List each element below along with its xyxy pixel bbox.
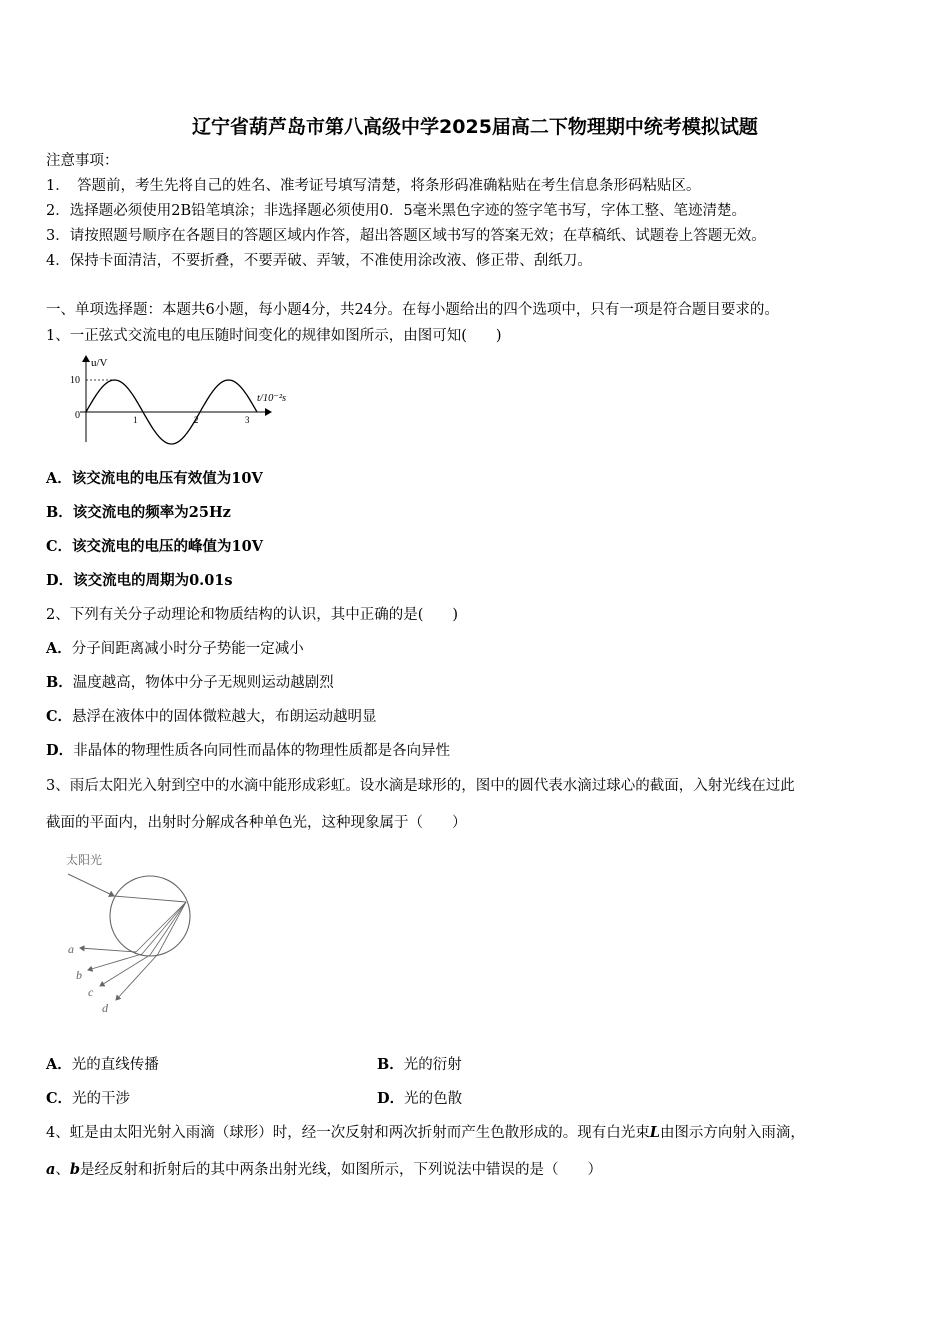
q2-option-a-letter: A． xyxy=(46,640,72,657)
q1-voltage-graph xyxy=(66,352,296,452)
q3-option-a-text: 光的直线传播 xyxy=(71,1057,159,1073)
page-title: 辽宁省葫芦岛市第八高级中学2025届高二下物理期中统考模拟试题 xyxy=(192,116,758,138)
q3-option-b-letter: B． xyxy=(377,1056,404,1073)
section-heading: 一、单项选择题：本题共6小题，每小题4分，共24分。在每小题给出的四个选项中，只有一项是符合题目要求的。 xyxy=(46,302,779,318)
q3-ray-label-d: d xyxy=(102,1001,108,1015)
q3-option-d[interactable] xyxy=(377,1089,462,1109)
q2-option-d-text: 非晶体的物理性质各向同性而晶体的物理性质都是各向异性 xyxy=(73,743,451,759)
q4-var-a: a xyxy=(46,1161,56,1178)
q3-inner-ray-3 xyxy=(150,902,186,955)
q3-refracted-ray xyxy=(114,896,186,902)
q3-option-c-text: 光的干涉 xyxy=(72,1091,131,1107)
q3-incident-ray xyxy=(68,874,114,896)
q4-line2-text: 是经反射和折射后的其中两条出射光线，如图所示，下列说法中错误的是（ ） xyxy=(80,1162,603,1178)
q1-stem: 1、一正弦式交流电的电压随时间变化的规律如图所示，由图可知( ) xyxy=(46,328,502,344)
notice-heading: 注意事项： xyxy=(46,153,119,169)
q1-origin-label: 0 xyxy=(75,410,80,421)
q3-option-a[interactable] xyxy=(46,1055,159,1075)
q4-line1-text-2: 由图示方向射入雨滴， xyxy=(659,1125,805,1141)
q4-var-L: L xyxy=(649,1124,660,1141)
q2-option-a[interactable] xyxy=(46,639,304,659)
q2-option-b[interactable] xyxy=(46,673,334,693)
q1-option-d[interactable] xyxy=(46,571,233,591)
q3-option-a-letter: A． xyxy=(46,1056,72,1073)
q1-option-b[interactable] xyxy=(46,503,231,523)
q3-ray-label-c: c xyxy=(88,985,94,999)
q2-option-b-letter: B． xyxy=(46,674,73,691)
q3-exit-ray-b xyxy=(88,954,142,970)
q1-x-label: t/10⁻²s xyxy=(257,393,287,404)
q4-stem-line2 xyxy=(46,1160,602,1180)
q2-option-c-text: 悬浮在液体中的固体微粒越大，布朗运动越明显 xyxy=(72,709,377,725)
q3-option-b-text: 光的衍射 xyxy=(403,1057,462,1073)
notice-item-1: 1． 答题前，考生先将自己的姓名、准考证号填写清楚，将条形码准确粘贴在考生信息条形码粘贴区。 xyxy=(46,178,701,194)
q2-option-b-text: 温度越高，物体中分子无规则运动越剧烈 xyxy=(72,675,334,691)
q3-raindrop-figure xyxy=(62,848,212,1018)
q4-stem-line1 xyxy=(46,1123,805,1143)
q1-option-c-text: 该交流电的电压的峰值为10V xyxy=(72,538,263,555)
q1-tick-3: 3 xyxy=(245,415,250,425)
q1-option-a[interactable] xyxy=(46,469,263,489)
q2-option-d[interactable] xyxy=(46,741,450,761)
q1-option-a-letter: A． xyxy=(46,470,72,487)
q2-option-a-text: 分子间距离减小时分子势能一定减小 xyxy=(71,641,304,657)
notice-item-3: 3．请按照题号顺序在各题目的答题区域内作答，超出答题区域书写的答案无效；在草稿纸、试题卷上答题无效。 xyxy=(46,228,766,244)
q1-option-c[interactable] xyxy=(46,537,263,557)
q3-stem-line2: 截面的平面内，出射时分解成各种单色光，这种现象属于（ ） xyxy=(46,815,467,831)
q3-inner-ray-4 xyxy=(158,902,186,954)
q1-option-b-text: 该交流电的频率为25Hz xyxy=(72,504,231,521)
q1-option-a-text: 该交流电的电压有效值为10V xyxy=(71,470,263,487)
q3-option-d-letter: D． xyxy=(377,1090,405,1107)
q3-stem-line1: 3、雨后太阳光入射到空中的水滴中能形成彩虹。设水滴是球形的，图中的圆代表水滴过球心的截面，入射光线在过此 xyxy=(46,778,795,794)
q1-option-d-text: 该交流电的周期为0.01s xyxy=(73,572,233,589)
q4-line2-sep: 、 xyxy=(55,1162,70,1178)
q3-ray-label-a: a xyxy=(68,942,74,956)
q2-stem: 2、下列有关分子动理论和物质结构的认识，其中正确的是( ) xyxy=(46,607,459,623)
q2-option-d-letter: D． xyxy=(46,742,74,759)
notice-item-2: 2．选择题必须使用2B铅笔填涂；非选择题必须使用0．5毫米黑色字迹的签字笔书写，字体工整、笔迹清楚。 xyxy=(46,203,747,219)
q4-line1-text-1: 4、虹是由太阳光射入雨滴（球形）时，经一次反射和两次折射而产生色散形成的。现有白光束 xyxy=(46,1125,650,1141)
q1-option-c-letter: C． xyxy=(46,538,73,555)
q3-exit-ray-d xyxy=(116,954,158,1000)
q3-option-c[interactable] xyxy=(46,1089,130,1109)
q3-sun-label: 太阳光 xyxy=(66,853,103,867)
q1-y-label: u/V xyxy=(91,357,108,369)
q1-tick-1: 1 xyxy=(133,415,138,425)
q2-option-c-letter: C． xyxy=(46,708,73,725)
q1-option-b-letter: B． xyxy=(46,504,73,521)
q3-inner-ray-2 xyxy=(142,902,186,954)
q1-tick-2: 2 xyxy=(194,415,199,425)
q3-option-c-letter: C． xyxy=(46,1090,73,1107)
q4-var-b: b xyxy=(69,1161,81,1178)
notice-item-4: 4．保持卡面清洁，不要折叠，不要弄破、弄皱，不准使用涂改液、修正带、刮纸刀。 xyxy=(46,253,592,269)
q3-option-b[interactable] xyxy=(377,1055,462,1075)
q1-peak-label: 10 xyxy=(70,375,80,386)
q1-option-d-letter: D． xyxy=(46,572,74,589)
q3-ray-label-b: b xyxy=(76,968,82,982)
q3-option-d-text: 光的色散 xyxy=(404,1091,463,1107)
q2-option-c[interactable] xyxy=(46,707,377,727)
